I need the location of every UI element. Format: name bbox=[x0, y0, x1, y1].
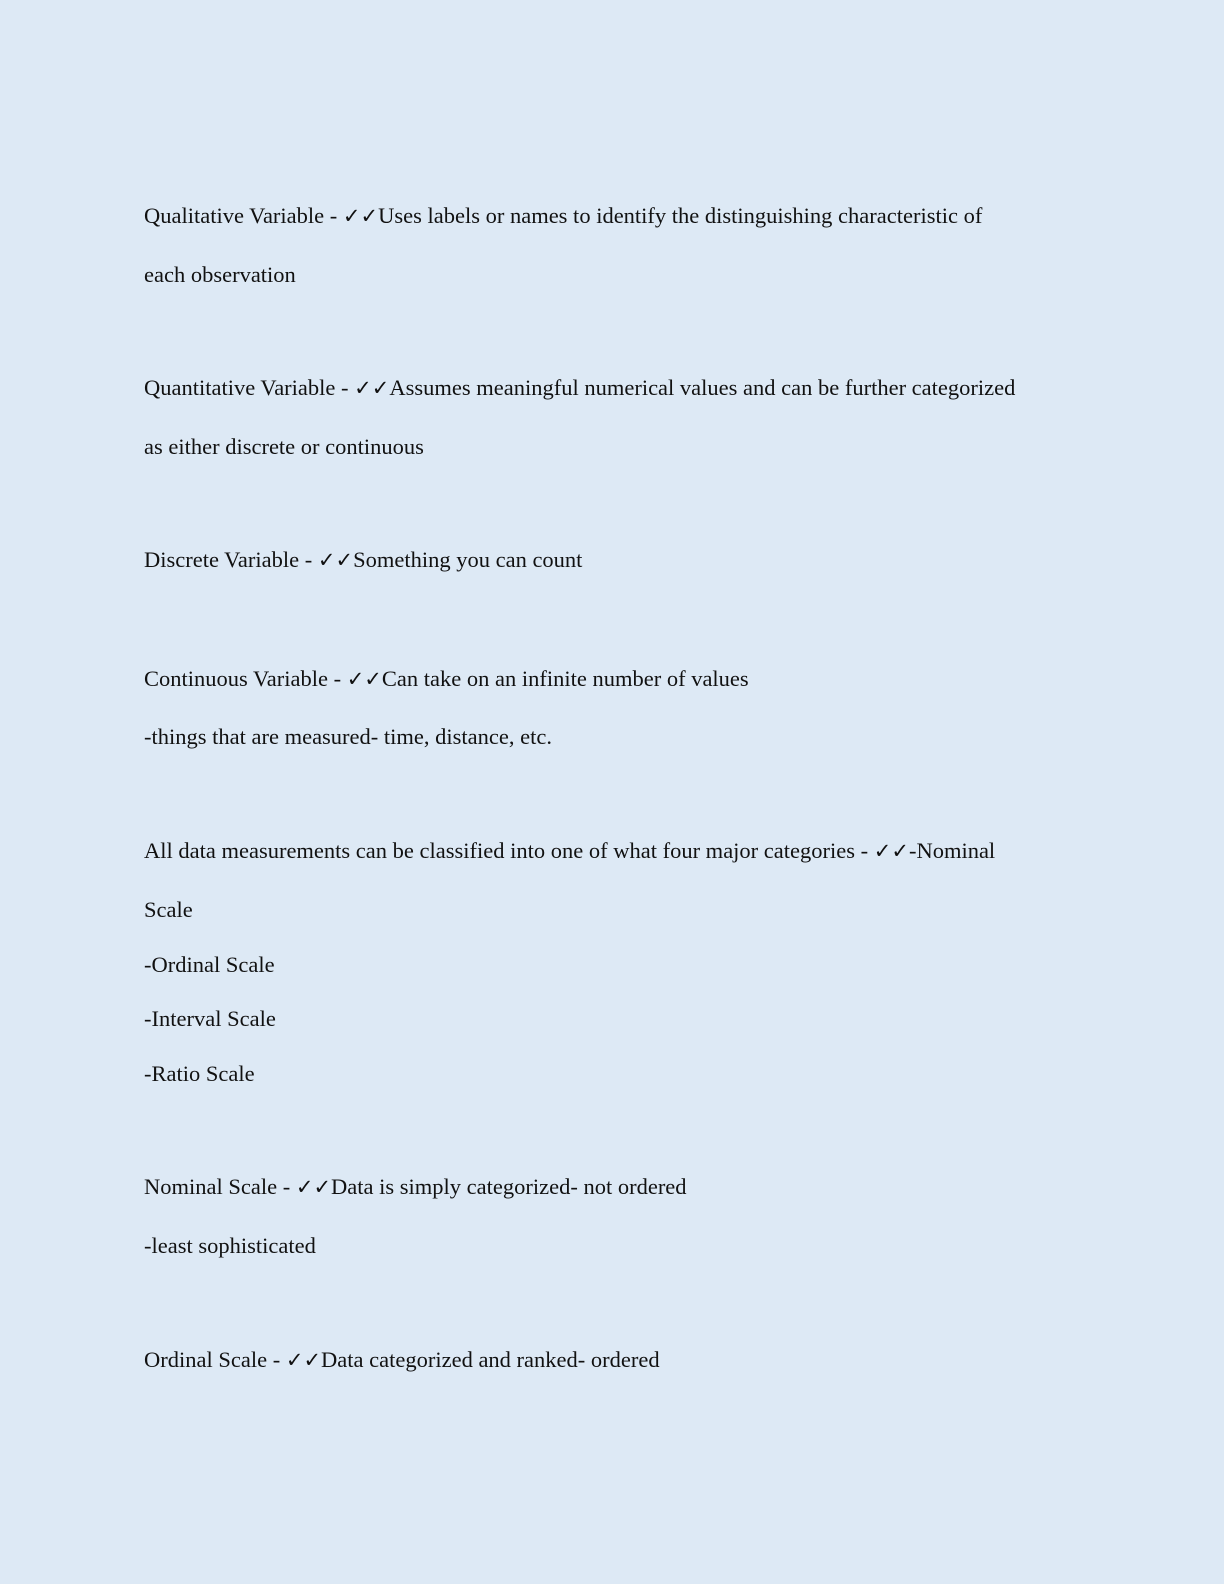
entry-nominal-scale bbox=[144, 1173, 1084, 1201]
entry-discrete-variable bbox=[144, 546, 1084, 574]
term: Ordinal Scale bbox=[144, 1347, 268, 1372]
definition: Assumes meaningful numerical values and can be further categorized bbox=[389, 375, 1016, 400]
entry-continuous-variable bbox=[144, 665, 1084, 693]
definition: Can take on an infinite number of values bbox=[381, 666, 749, 691]
separator: - bbox=[299, 547, 318, 572]
definition: -Nominal bbox=[908, 838, 996, 863]
double-check-icon: ✓✓ bbox=[346, 667, 382, 691]
entry-continuation-line: Scale bbox=[144, 897, 193, 922]
entry-continuation-line: -Ordinal Scale bbox=[144, 952, 275, 977]
separator: - bbox=[855, 838, 874, 863]
entry-quantitative-variable bbox=[144, 374, 1084, 402]
term: Quantitative Variable bbox=[144, 375, 336, 400]
separator: - bbox=[327, 666, 347, 691]
term: Qualitative Variable bbox=[144, 203, 325, 228]
double-check-icon: ✓✓ bbox=[295, 1175, 332, 1199]
entry-continuation-line: -least sophisticated bbox=[144, 1233, 316, 1258]
term: Nominal Scale bbox=[144, 1174, 278, 1199]
definition: Uses labels or names to identify the distinguishing characteristic of bbox=[378, 203, 983, 228]
double-check-icon: ✓✓ bbox=[317, 548, 354, 572]
entry-continuation-line: -Ratio Scale bbox=[144, 1061, 255, 1086]
definition: Data is simply categorized- not ordered bbox=[331, 1174, 687, 1199]
entry-continuation-line: each observation bbox=[144, 262, 296, 287]
entry-qualitative-variable bbox=[144, 202, 1084, 230]
definition: Something you can count bbox=[353, 547, 583, 572]
double-check-icon: ✓✓ bbox=[342, 204, 379, 228]
double-check-icon: ✓✓ bbox=[354, 376, 390, 400]
separator: - bbox=[335, 375, 355, 400]
double-check-icon: ✓✓ bbox=[873, 839, 909, 863]
entry-continuation-line: as either discrete or continuous bbox=[144, 434, 424, 459]
entry-continuation-line: -things that are measured- time, distance, etc. bbox=[144, 724, 552, 749]
term: All data measurements can be classified into one of what four major categories bbox=[144, 838, 855, 863]
double-check-icon: ✓✓ bbox=[285, 1348, 322, 1372]
term: Discrete Variable bbox=[144, 547, 300, 572]
entry-measurement-categories bbox=[144, 837, 1084, 865]
separator: - bbox=[277, 1174, 296, 1199]
entry-ordinal-scale bbox=[144, 1346, 1084, 1374]
term: Continuous Variable bbox=[144, 666, 328, 691]
definition: Data categorized and ranked- ordered bbox=[321, 1347, 660, 1372]
separator: - bbox=[267, 1347, 286, 1372]
separator: - bbox=[324, 203, 343, 228]
entry-continuation-line: -Interval Scale bbox=[144, 1006, 276, 1031]
